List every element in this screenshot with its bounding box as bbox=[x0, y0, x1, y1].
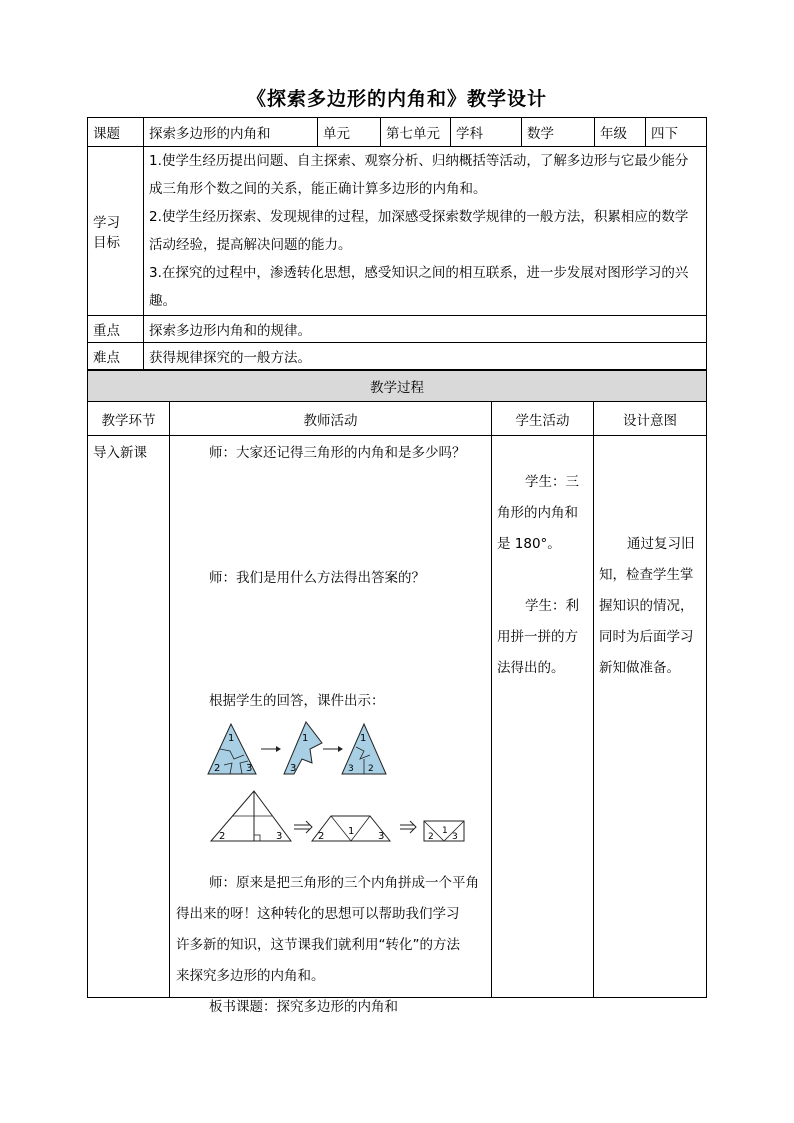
angle-2-label: 2 bbox=[219, 831, 226, 842]
rotated-triangle-figure bbox=[284, 722, 322, 774]
goal-1-line2: 成三角形个数之间的关系，能正确计算多边形的内角和。 bbox=[149, 181, 487, 197]
angle-1-label: 1 bbox=[348, 826, 355, 837]
unit-label: 单元 bbox=[318, 118, 381, 147]
angle-1-label: 1 bbox=[442, 826, 448, 836]
subject-value: 数学 bbox=[522, 118, 595, 147]
lesson-info-table bbox=[87, 117, 707, 370]
design-line5: 新知做准备。 bbox=[599, 660, 680, 676]
folded-trapezoid bbox=[312, 816, 390, 842]
student-answer-2 bbox=[497, 591, 587, 684]
arrow-icon bbox=[323, 746, 343, 752]
process-band-row bbox=[88, 371, 707, 402]
goals-label-line2: 目标 bbox=[93, 235, 120, 251]
teacher-explanation-line2: 得出来的呀！这种转化的思想可以帮助我们学习 bbox=[176, 906, 460, 922]
header-teacher: 教师活动 bbox=[170, 402, 492, 436]
goal-2-line2: 活动经验，提高解决问题的能力。 bbox=[149, 237, 352, 253]
teacher-explanation-line3: 许多新的知识，这节课我们就利用“转化”的方法 bbox=[176, 937, 460, 953]
info-row bbox=[88, 118, 707, 147]
difficulty-value: 获得规律探究的一般方法。 bbox=[144, 343, 707, 370]
key-point-label: 重点 bbox=[88, 316, 144, 343]
student-activity-cell bbox=[492, 436, 594, 998]
angle-3-label: 3 bbox=[452, 832, 458, 842]
grade-label: 年级 bbox=[595, 118, 646, 147]
original-triangle bbox=[211, 791, 291, 842]
teacher-question-2: 师：我们是用什么方法得出答案的？ bbox=[209, 570, 425, 586]
student-answer-1-line1: 学生：三 bbox=[525, 474, 579, 490]
goal-3-line2: 趣。 bbox=[149, 293, 176, 309]
design-intent-text bbox=[599, 529, 711, 684]
goal-2-line1: 2.使学生经历探索、发现规律的过程，加深感受探索数学规律的一般方法，积累相应的数学 bbox=[149, 209, 689, 225]
header-stage: 教学环节 bbox=[88, 402, 170, 436]
goal-1-line1: 1.使学生经历提出问题、自主探索、观察分析、归纳概括等活动，了解多边形与它最少能分 bbox=[149, 153, 689, 169]
stage-cell bbox=[88, 436, 170, 998]
angle-2-label: 2 bbox=[428, 832, 434, 842]
teacher-activity-cell bbox=[170, 436, 492, 1015]
double-arrow-icon bbox=[294, 821, 312, 833]
topic-value: 探索多边形的内角和 bbox=[144, 118, 318, 147]
angle-3-label: 3 bbox=[348, 764, 354, 774]
teacher-explanation bbox=[176, 868, 479, 1023]
teacher-question-1: 师：大家还记得三角形的内角和是多少吗？ bbox=[209, 445, 466, 461]
student-answer-2-line1: 学生：利 bbox=[525, 598, 579, 614]
student-answer-1-line3: 是 180°。 bbox=[497, 536, 561, 552]
key-point-value: 探索多边形内角和的规律。 bbox=[144, 316, 707, 343]
student-answer-1 bbox=[497, 467, 587, 560]
angle-3-label: 3 bbox=[246, 763, 253, 774]
subject-label: 学科 bbox=[451, 118, 522, 147]
document-title: 《探索多边形的内角和》教学设计 bbox=[246, 88, 547, 110]
double-arrow-icon bbox=[400, 821, 416, 833]
teacher-explanation-line4: 来探究多边形的内角和。 bbox=[176, 968, 325, 984]
angle-2-label: 2 bbox=[318, 831, 325, 842]
design-line2: 知，检查学生掌 bbox=[599, 567, 694, 583]
design-line4: 同时为后面学习 bbox=[599, 629, 694, 645]
process-table bbox=[87, 370, 707, 1015]
angle-3-label: 3 bbox=[276, 831, 283, 842]
goal-3-line1: 3.在探究的过程中，渗透转化思想，感受知识之间的相互联系，进一步发展对图形学习的兴 bbox=[149, 265, 689, 281]
process-header-row bbox=[88, 402, 707, 436]
student-answer-1-line2: 角形的内角和 bbox=[497, 505, 578, 521]
student-answer-2-line3: 法得出的。 bbox=[497, 660, 565, 676]
header-student: 学生活动 bbox=[492, 402, 594, 436]
goals-label-line1: 学习 bbox=[93, 215, 120, 231]
unit-value: 第七单元 bbox=[381, 118, 451, 147]
difficulty-label: 难点 bbox=[88, 343, 144, 370]
process-band-title: 教学过程 bbox=[88, 371, 707, 402]
goals-row bbox=[88, 147, 707, 316]
angle-1-label: 1 bbox=[360, 733, 367, 744]
angle-1-label: 1 bbox=[302, 733, 309, 744]
angle-2-label: 2 bbox=[368, 764, 374, 774]
angle-3-label: 3 bbox=[378, 831, 385, 842]
key-point-row bbox=[88, 316, 707, 343]
assembled-triangle-figure bbox=[342, 724, 386, 774]
teacher-explanation-line1: 师：原来是把三角形的三个内角拼成一个平角 bbox=[209, 875, 479, 891]
angle-1-label: 1 bbox=[228, 733, 235, 744]
board-title-text: 板书课题：探究多边形的内角和 bbox=[209, 999, 398, 1015]
design-line1: 通过复习旧 bbox=[627, 536, 695, 552]
angle-2-label: 2 bbox=[214, 763, 221, 774]
student-answer-2-line2: 用拼一拼的方 bbox=[497, 629, 578, 645]
fold-triangle-figure bbox=[206, 786, 466, 861]
grade-value: 四下 bbox=[646, 118, 707, 147]
goals-label bbox=[88, 147, 144, 316]
stage-label: 导入新课 bbox=[93, 445, 147, 461]
topic-label: 课题 bbox=[88, 118, 144, 147]
design-line3: 握知识的情况， bbox=[599, 598, 694, 614]
teacher-show-text: 根据学生的回答，课件出示： bbox=[209, 693, 385, 709]
design-intent-cell bbox=[594, 436, 707, 998]
goals-content bbox=[144, 147, 707, 316]
angle-3-label: 3 bbox=[290, 763, 297, 774]
process-content-row bbox=[88, 436, 707, 998]
arrow-icon bbox=[261, 746, 281, 752]
difficulty-row bbox=[88, 343, 707, 370]
header-design: 设计意图 bbox=[594, 402, 707, 436]
folded-rectangle bbox=[424, 821, 464, 842]
tear-triangle-figure bbox=[208, 724, 256, 774]
